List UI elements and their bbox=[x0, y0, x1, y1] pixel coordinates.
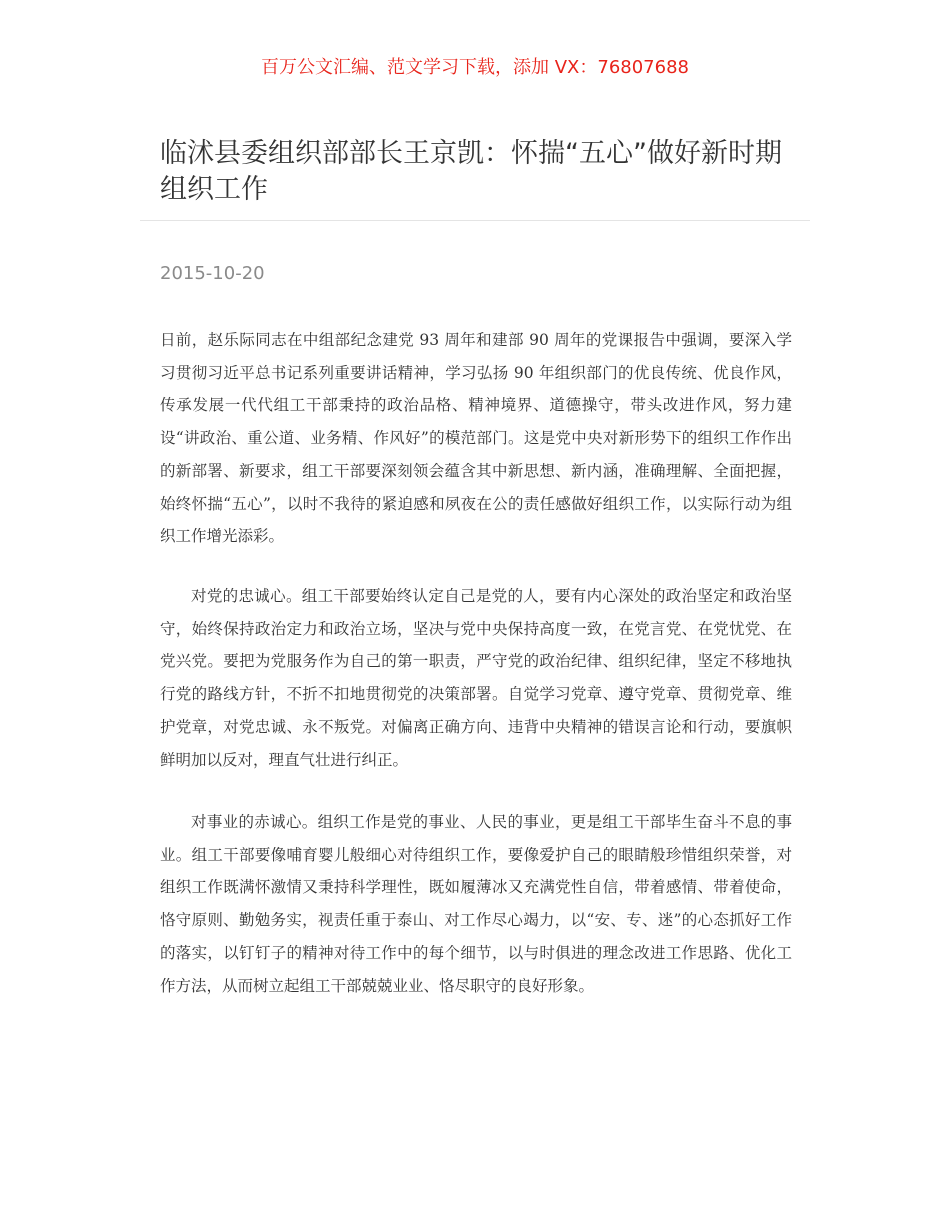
article-paragraph-intro: 日前，赵乐际同志在中组部纪念建党 93 周年和建部 90 周年的党课报告中强调，要深入学习贯彻习近平总书记系列重要讲话精神，学习弘扬 90 年组织部门的优良传统、优良作风，传承发展一代代组工干部秉持的政治品格、精神境界、道德操守，带头改进作风，努力建设“讲政治、重公道、业务精、作风好”的模范部门。这是党中央对新形势下的组织工作作出的新部署、新要求，组工干部要深刻领会蕴含其中新思想、新内涵，准确理解、全面把握，始终怀揣“五心”，以时不我待的紧迫感和夙夜在公的责任感做好组织工作，以实际行动为组织工作增光添彩。 bbox=[160, 331, 792, 546]
article-paragraph-loyalty: 对党的忠诚心。组工干部要始终认定自己是党的人，要有内心深处的政治坚定和政治坚守，始终保持政治定力和政治立场，坚决与党中央保持高度一致，在党言党、在党忧党、在党兴党。要把为党服务作为自己的第一职责，严守党的政治纪律、组织纪律，坚定不移地执行党的路线方针，不折不扣地贯彻党的决策部署。自觉学习党章、遵守党章、贯彻党章、维护党章，对党忠诚、永不叛党。对偏离正确方向、违背中央精神的错误言论和行动，要旗帜鲜明加以反对，理直气壮进行纠正。 bbox=[160, 587, 792, 769]
publish-date: 2015-10-20 bbox=[160, 263, 265, 284]
article-title: 临沭县委组织部部长王京凯：怀揣“五心”做好新时期组织工作 bbox=[160, 138, 782, 205]
article-paragraph-dedication: 对事业的赤诚心。组织工作是党的事业、人民的事业，更是组工干部毕生奋斗不息的事业。组工干部要像哺育婴儿般细心对待组织工作，要像爱护自己的眼睛般珍惜组织荣誉，对组织工作既满怀激情又秉持科学理性，既如履薄冰又充满党性自信，带着感情、带着使命，恪守原则、勤勉务实，视责任重于泰山、对工作尽心竭力，以“安、专、迷”的心态抓好工作的落实，以钉钉子的精神对待工作中的每个细节，以与时俱进的理念改进工作思路、优化工作方法，从而树立起组工干部兢兢业业、恪尽职守的良好形象。 bbox=[160, 813, 792, 995]
promo-banner: 百万公文汇编、范文学习下载，添加 VX：76807688 bbox=[261, 57, 689, 78]
title-divider bbox=[140, 220, 810, 221]
